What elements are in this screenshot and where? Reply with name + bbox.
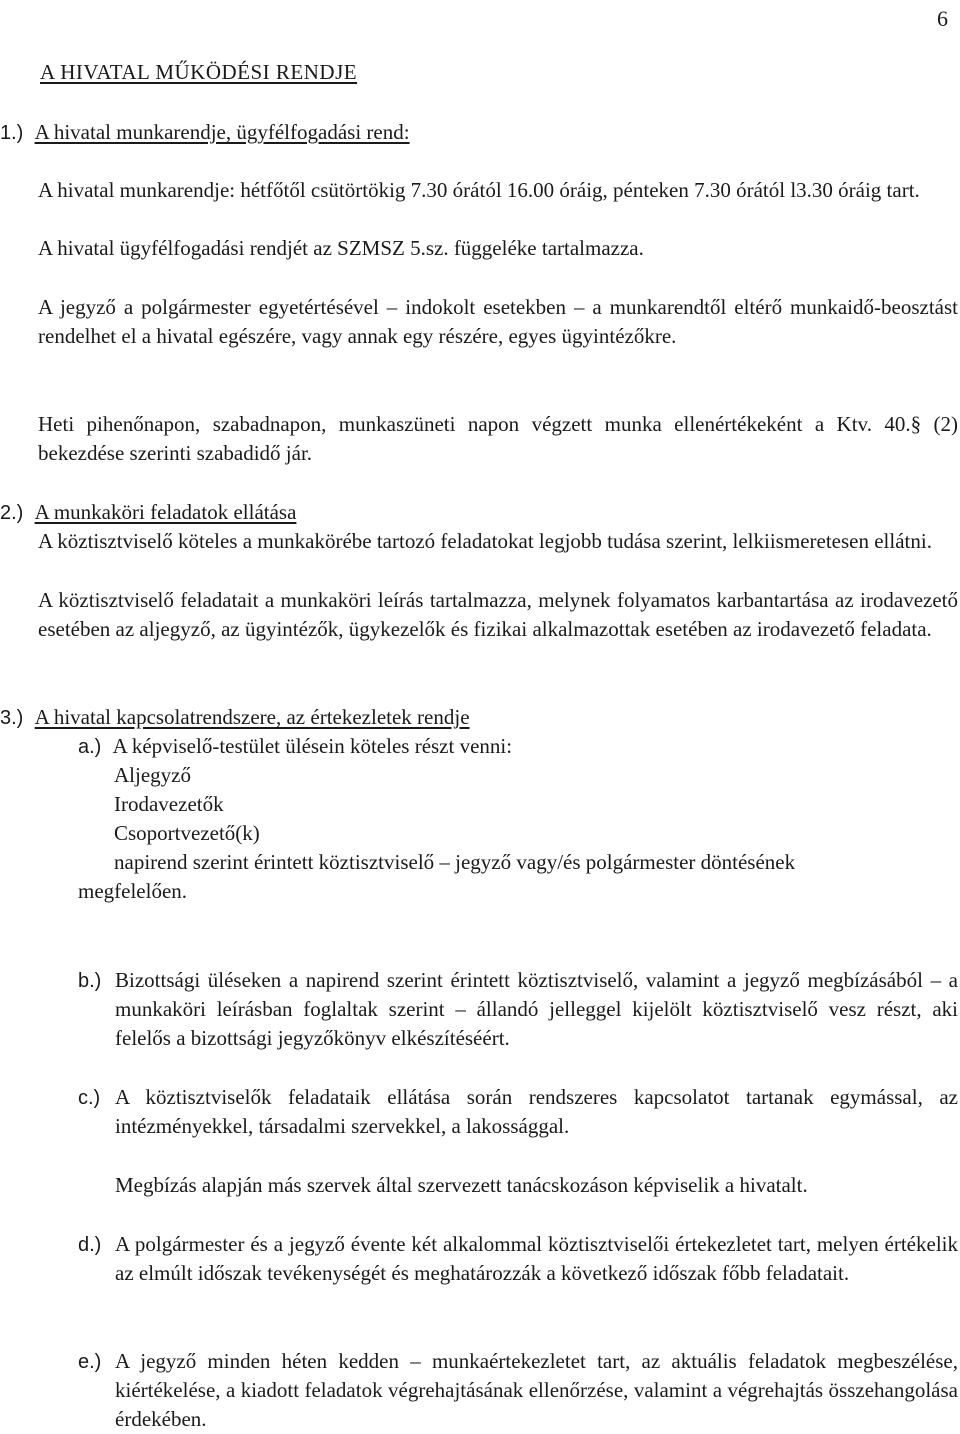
section-title: A hivatal kapcsolatrendszere, az értekezletek rendje <box>34 705 470 729</box>
item-a-tail-end: megfelelően. <box>78 879 188 903</box>
item-text: A képviselő-testület ülésein köteles részt venni: <box>112 734 513 758</box>
section-number: 2.) <box>0 502 24 524</box>
work-hours-paragraph: A hivatal munkarendje: hétfőtől csütörtökig 7.30 órától 16.00 óráig, pénteken 7.30 órától l3.30 óráig tart. <box>38 178 920 202</box>
item-b-label: b.) <box>78 970 102 992</box>
section-2-heading <box>0 498 296 528</box>
page-number: 6 <box>937 6 948 31</box>
list-item: Csoportvezető(k) <box>114 821 260 845</box>
attendee-list <box>114 761 260 848</box>
item-c-text: A köztisztviselők feladataik ellátása során rendszeres kapcsolatot tartanak egymással, az intézményekkel, társadalmi szervekkel, a lakossággal. <box>115 1085 958 1138</box>
list-item: Aljegyző <box>114 763 191 787</box>
item-b-text: Bizottsági üléseken a napirend szerint érintett köztisztviselő, valamint a jegyző megbízásából – a munkaköri leírásban foglaltak szerint – állandó jelleggel kijelölt köztisztviselő vesz részt, aki felelős a bizottsági jegyzőkönyv elkészítéséért. <box>115 968 958 1050</box>
duties-paragraph: A köztisztviselő köteles a munkakörébe tartozó feladatokat legjobb tudása szerint, lelkiismeretesen ellátni. <box>38 529 932 553</box>
section-3-heading <box>0 703 470 733</box>
item-e-text: A jegyző minden héten kedden – munkaértekezletet tart, az aktuális feladatok megbeszélése, kiértékelése, a kiadott feladatok végrehajtásának ellenőrzése, valamint a végrehajtás összehangolása érdekében. <box>115 1349 958 1431</box>
list-item: Irodavezetők <box>114 792 224 816</box>
item-a <box>78 732 512 762</box>
item-a-tail-line: napirend szerint érintett köztisztviselő – jegyző vagy/és polgármester döntésének <box>114 850 796 874</box>
item-e-label: e.) <box>78 1351 102 1373</box>
item-d-text: A polgármester és a jegyző évente két alkalommal köztisztviselői értekezletet tart, melyen értékelik az elmúlt időszak tevékenységét és meghatározzák a következő időszak főbb feladatait. <box>115 1232 958 1285</box>
document-title: A HIVATAL MŰKÖDÉSI RENDJE <box>40 60 358 84</box>
section-number: 1.) <box>0 122 24 144</box>
section-title: A munkaköri feladatok ellátása <box>34 500 297 524</box>
item-c-label: c.) <box>78 1087 101 1109</box>
item-d-label: d.) <box>78 1234 102 1256</box>
section-1-heading <box>0 118 410 148</box>
rest-day-paragraph: Heti pihenőnapon, szabadnapon, munkaszüneti napon végzett munka ellenértékeként a Ktv. 40.§ (2) bekezdése szerinti szabadidő jár. <box>38 412 958 465</box>
notary-paragraph: A jegyző a polgármester egyetértésével – indokolt esetekben – a munkarendtől eltérő munkaidő-beosztást rendelhet el a hivatal egészére, vagy annak egy részére, egyes ügyintézőkre. <box>38 295 958 348</box>
section-number: 3.) <box>0 707 24 729</box>
job-description-paragraph: A köztisztviselő feladatait a munkaköri leírás tartalmazza, melynek folyamatos karbantartása az irodavezető esetében az aljegyző, az ügyintézők, ügykezelők és fizikai alkalmazottak esetében az irodavezető feladata. <box>38 588 958 641</box>
item-c-note: Megbízás alapján más szervek által szervezett tanácskozáson képviselik a hivatalt. <box>115 1173 808 1197</box>
item-label: a.) <box>78 736 102 758</box>
section-title: A hivatal munkarendje, ügyfélfogadási rend: <box>34 120 410 144</box>
client-hours-paragraph: A hivatal ügyfélfogadási rendjét az SZMSZ 5.sz. függeléke tartalmazza. <box>38 236 644 260</box>
